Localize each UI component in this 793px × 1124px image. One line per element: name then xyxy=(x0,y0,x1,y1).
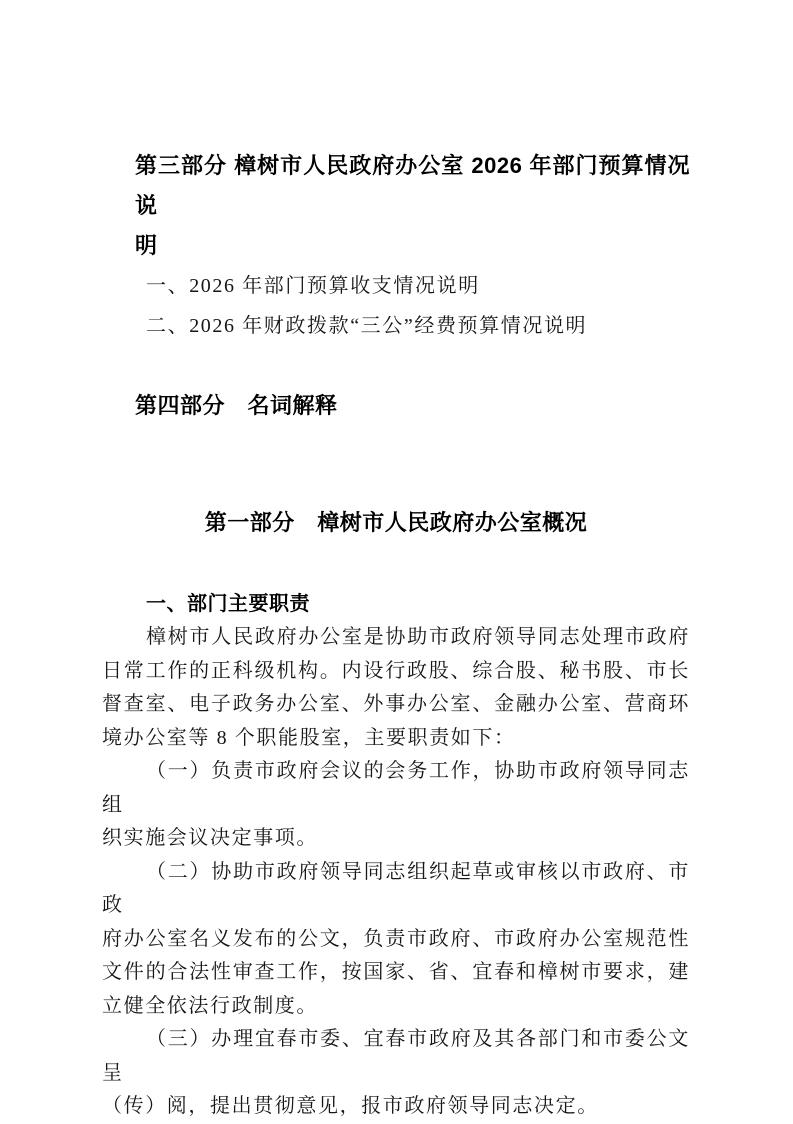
text-line: 文件的合法性审查工作，按国家、省、宜春和樟树市要求，建 xyxy=(102,961,690,983)
text-line: 府办公室名义发布的公文，负责市政府、市政府办公室规范性 xyxy=(102,927,690,950)
text-line: 明 xyxy=(135,233,158,258)
text-line: 樟树市人民政府办公室是协助市政府领导同志处理市政府 xyxy=(146,626,690,648)
para-duty-1 xyxy=(102,755,690,856)
text-line: （二）协助市政府领导同志组织起草或审核以市政府、市政 xyxy=(102,860,690,916)
part1-heading xyxy=(102,503,690,543)
part3-heading xyxy=(135,146,690,266)
text-line: 日常工作的正科级机构。内设行政股、综合股、秘书股、市长 xyxy=(102,659,690,682)
text-line: 第一部分 樟树市人民政府办公室概况 xyxy=(204,510,588,535)
text-line: （三）办理宜春市委、宜春市政府及其各部门和市委公文呈 xyxy=(102,1028,690,1084)
part4-heading xyxy=(135,386,690,426)
text-line: 一、2026 年部门预算收支情况说明 xyxy=(146,275,480,297)
text-line: 督查室、电子政务办公室、外事办公室、金融办公室、营商环 xyxy=(102,693,690,715)
para-duty-3 xyxy=(102,1023,690,1124)
text-line: 第三部分 樟树市人民政府办公室 2026 年部门预算情况说 xyxy=(135,153,690,218)
text-line: 立健全依法行政制度。 xyxy=(102,994,318,1017)
section1-heading xyxy=(102,588,690,621)
toc-item-2 xyxy=(102,306,690,346)
text-line: 织实施会议决定事项。 xyxy=(102,827,318,849)
toc-item-1 xyxy=(102,266,690,306)
text-line: （传）阅，提出贯彻意见，报市政府领导同志决定。 xyxy=(102,1095,599,1117)
text-line: 二、2026 年财政拨款“三公”经费预算情况说明 xyxy=(146,315,588,337)
para-duty-2 xyxy=(102,856,690,1024)
document-body xyxy=(102,146,690,1124)
text-line: 第四部分 名词解释 xyxy=(135,393,338,418)
text-line: 一、部门主要职责 xyxy=(146,593,310,615)
text-line: 境办公室等 8 个职能股室，主要职责如下： xyxy=(102,726,516,749)
para-intro xyxy=(102,621,690,755)
text-line: （一）负责市政府会议的会务工作，协助市政府领导同志组 xyxy=(102,760,690,816)
